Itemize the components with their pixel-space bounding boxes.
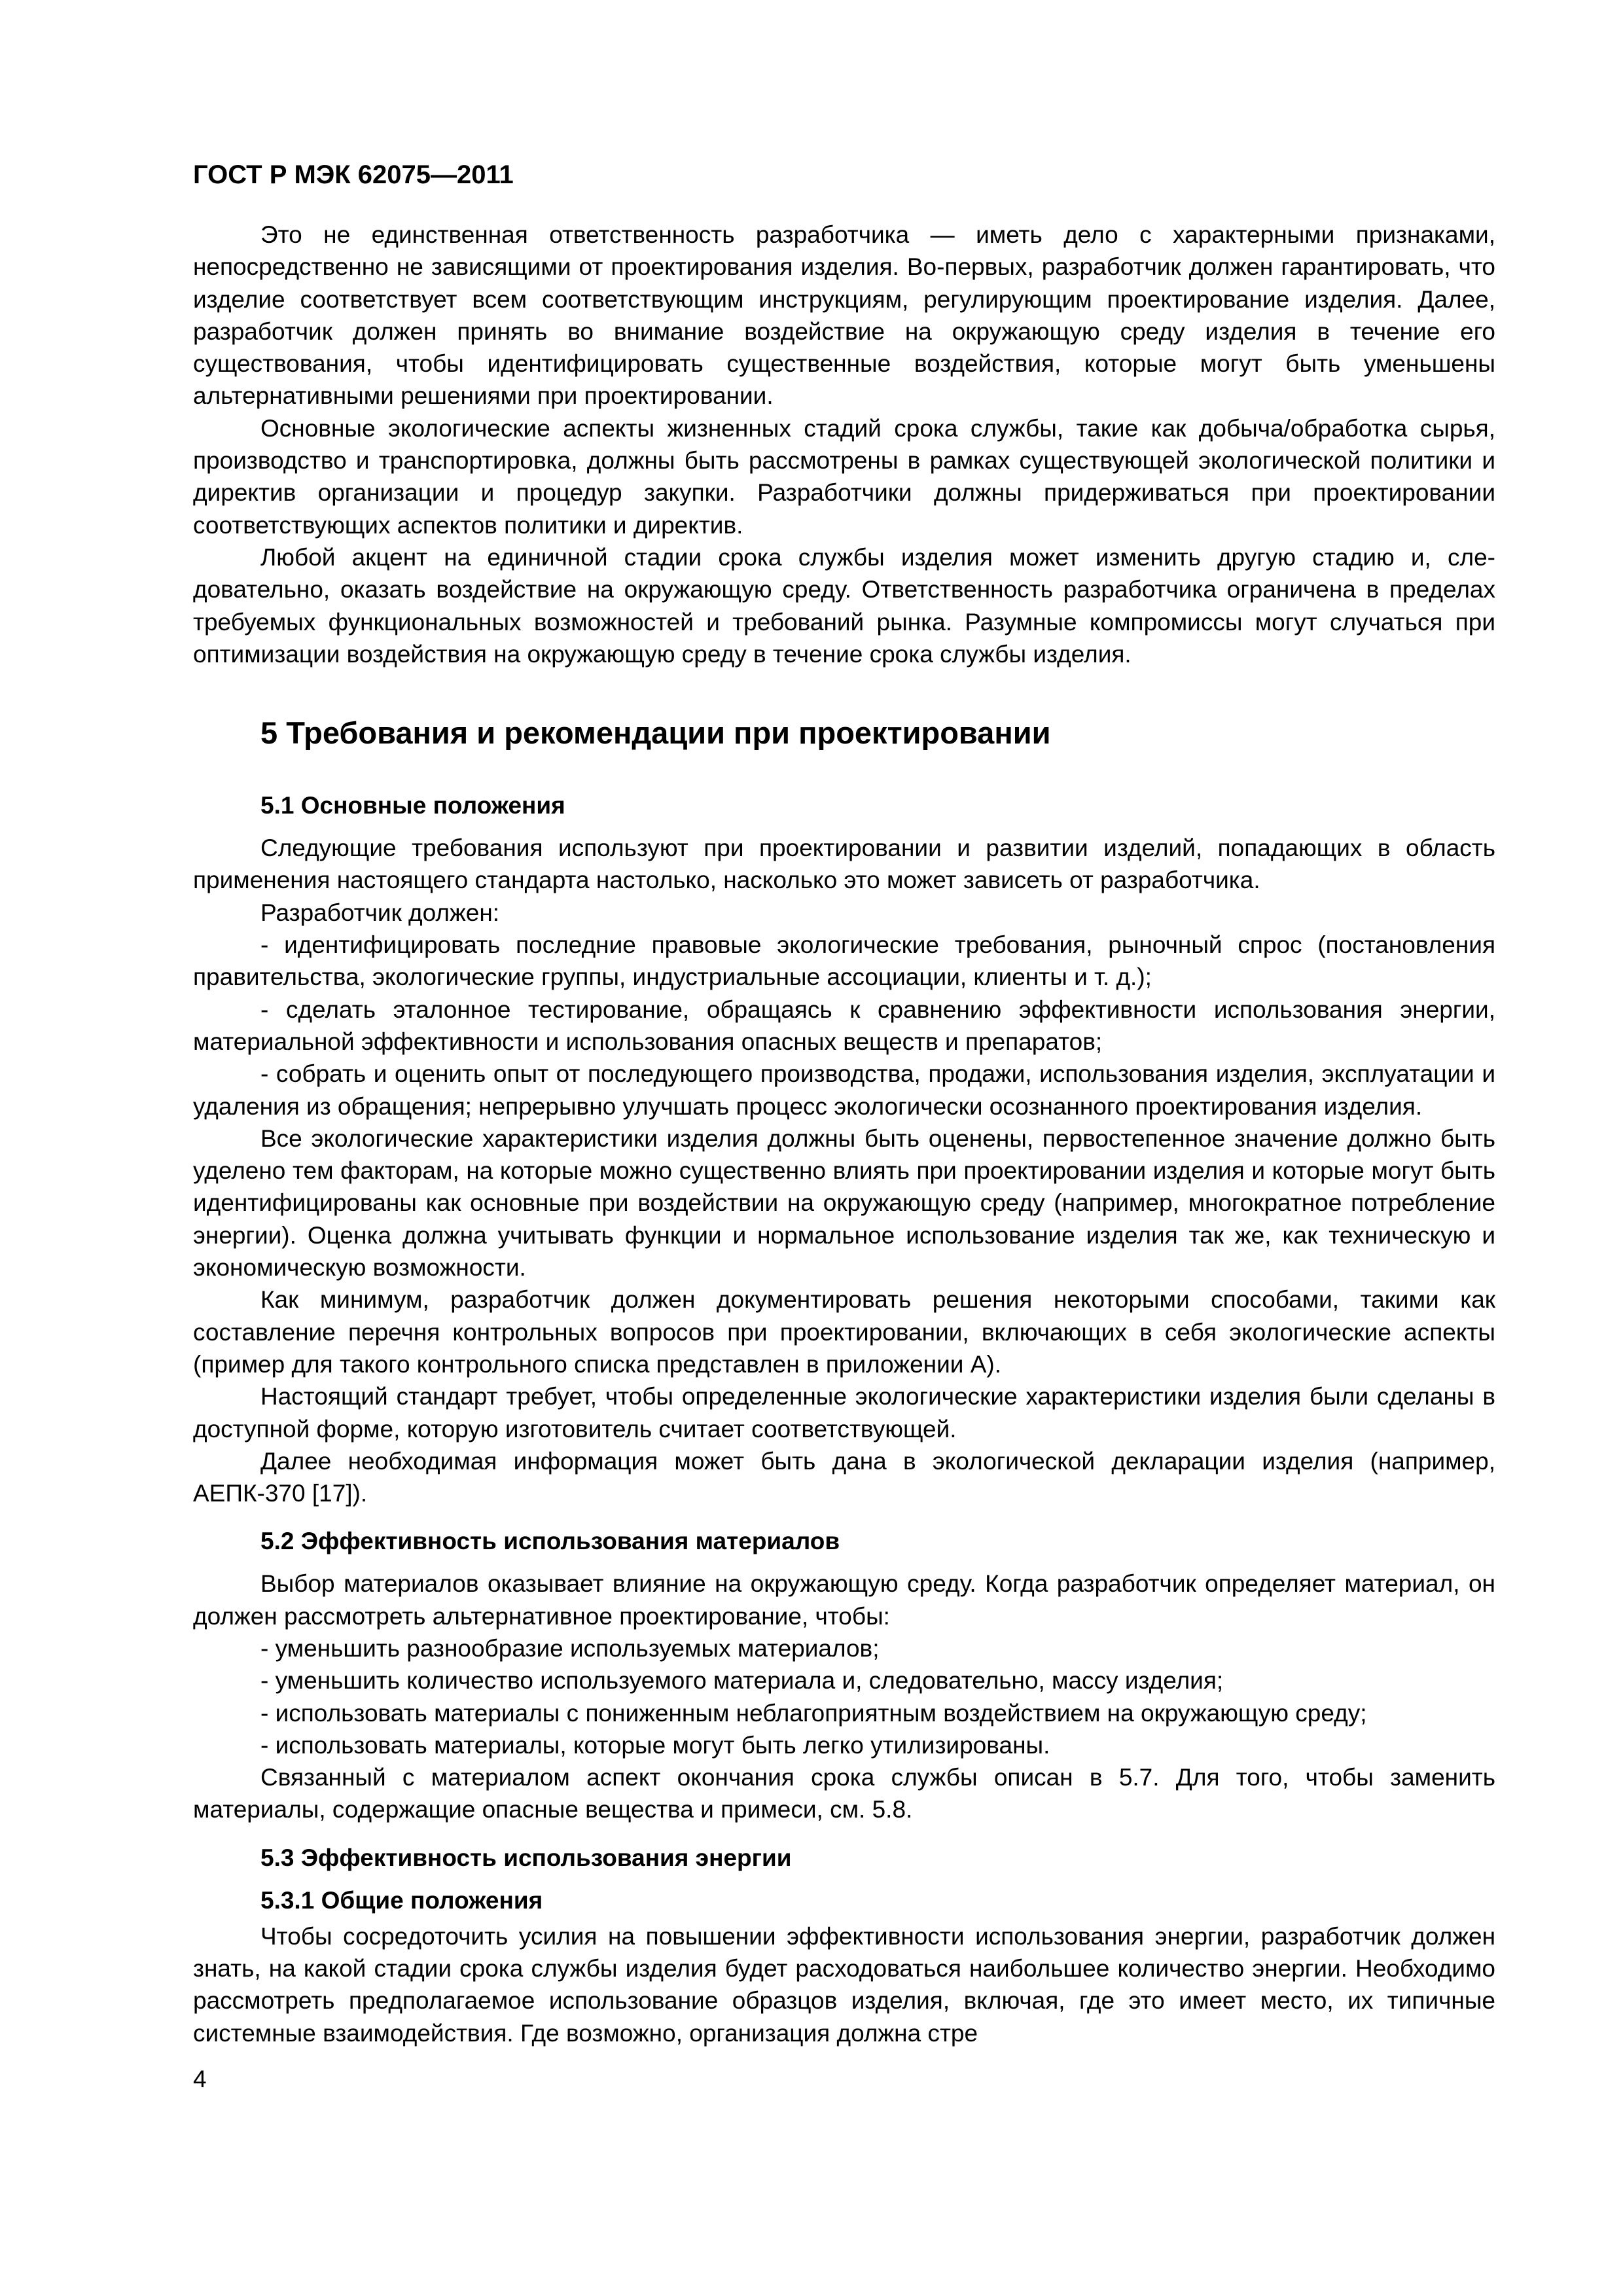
section-5-2-paragraph-1: Выбор материалов оказывает влияние на окружающую среду. Когда разработчик определяет материал, он должен рассмотреть альтернативное проектирование, чтобы: [193, 1570, 1495, 1630]
document-header: ГОСТ Р МЭК 62075—2011 [193, 160, 514, 189]
section-5-1-paragraph-6: Далее необходимая информация может быть дана в экологической декларации изделия (например, АЕПК-370 [17]). [193, 1447, 1495, 1507]
section-5-1-paragraph-3: Все экологические характеристики изделия должны быть оценены, первостепенное значение должно быть уделено тем факторам, на которые можно существенно влиять при проектировании изделия и которые могут быть идентифицированы как основные при воздействии на окружающую среду (например, многократное потребление энергии). Оценка должна учитывать функции и нормальное использование изделия так же, как техническую и экономическую возможности. [193, 1124, 1495, 1282]
section-5-2-paragraph-2: Связанный с материалом аспект окончания срока службы описан в 5.7. Для того, чтобы заменить материалы, содержащие опасные вещества и примеси, см. 5.8. [193, 1764, 1495, 1823]
intro-paragraph-1: Это не единственная ответственность разработчика — иметь дело с характерными признаками, непосредственно не зависящими от проектирования изделия. Во-первых, разработчик должен гарантировать, что изделие соответствует всем соответствующим инструкциям, регулирующим проектирование изделия. Далее, разработчик должен принять во внимание воздействие на окружающую среду изделия в течение его существования, чтобы идентифицировать существенные воздействия, которые могут быть уменьшены альтернативными решениями при проектировании. [193, 221, 1495, 410]
section-5-3-1-paragraph-1: Чтобы сосредоточить усилия на повышении эффективности использования энергии, разработчик должен знать, на какой стадии срока службы изделия будет расходоваться наибольшее количество энергии. Необходимо рассмотреть предполагаемое использование образцов изделия, включая, где это имеет место, их типичные системные взаимодействия. Где возможно, организация должна стре [193, 1922, 1495, 2047]
section-5-3-heading: 5.3 Эффективность использования энергии [260, 1844, 792, 1871]
section-5-1-list-item-3: - собрать и оценить опыт от последующего производства, продажи, использования изделия, эксплуатации и удаления из обращения; непрерывно улучшать процесс экологически осознанного проектирования изделия. [193, 1060, 1495, 1120]
section-5-1-paragraph-2: Разработчик должен: [260, 899, 500, 926]
section-5-2-list-item-3: - использовать материалы с пониженным неблагоприятным воздействием на окружающую среду; [260, 1699, 1367, 1727]
intro-paragraph-2: Основные экологические аспекты жизненных стадий срока службы, такие как добыча/обработка сырья, производство и транспортировка, должны быть рассмотрены в рамках существующей экологической политики и директив организации и процедур закупки. Разработчики должны придерживаться при проектировании соответствующих аспектов политики и директив. [193, 414, 1495, 539]
section-5-1-list-item-1: - идентифицировать последние правовые экологические требования, рыночный спрос (постановления правительства, экологические группы, индустриальные ассоциации, клиенты и т. д.); [193, 931, 1495, 991]
section-5-heading: 5 Требования и рекомендации при проектировании [260, 715, 1051, 751]
section-5-2-list-item-4: - использовать материалы, которые могут быть легко утилизированы. [260, 1731, 1050, 1759]
section-5-2-list-item-2: - уменьшить количество используемого материала и, следовательно, массу изделия; [260, 1667, 1224, 1695]
section-5-2-heading: 5.2 Эффективность использования материалов [260, 1528, 840, 1555]
section-5-2-list-item-1: - уменьшить разнообразие используемых материалов; [260, 1634, 880, 1662]
section-5-1-list-item-2: - сделать эталонное тестирование, обращаясь к сравнению эффективности использования энергии, материальной эффективности и использования опасных веществ и препаратов; [193, 996, 1495, 1055]
document-page [193, 158, 1495, 2049]
section-5-1-heading: 5.1 Основные положения [260, 792, 565, 819]
section-5-3-1-heading: 5.3.1 Общие положения [260, 1886, 543, 1914]
section-5-1-paragraph-4: Как минимум, разработчик должен документировать решения некоторыми способами, такими как составление перечня контрольных вопросов при проектировании, включающих в себя экологические аспекты (пример для такого контрольного списка представлен в приложении А). [193, 1286, 1495, 1378]
section-5-1-paragraph-5: Настоящий стандарт требует, чтобы определенные экологические характеристики изделия были сделаны в доступной форме, которую изготовитель считает соответствующей. [193, 1383, 1495, 1443]
intro-paragraph-3: Любой акцент на единичной стадии срока службы изделия может изменить другую стадию и, следовательно, оказать воздействие на окружающую среду. Ответственность разработчика ограничена в пределах требуемых функциональных возможностей и требований рынка. Разумные компромиссы могут случаться при оптимизации воздействия на окружающую среду в течение срока службы изделия. [193, 543, 1495, 668]
section-5-1-paragraph-1: Следующие требования используют при проектировании и развитии изделий, попадающих в область применения настоящего стандарта настолько, насколько это может зависеть от разработчика. [193, 834, 1495, 894]
page-number: 4 [193, 2066, 207, 2092]
